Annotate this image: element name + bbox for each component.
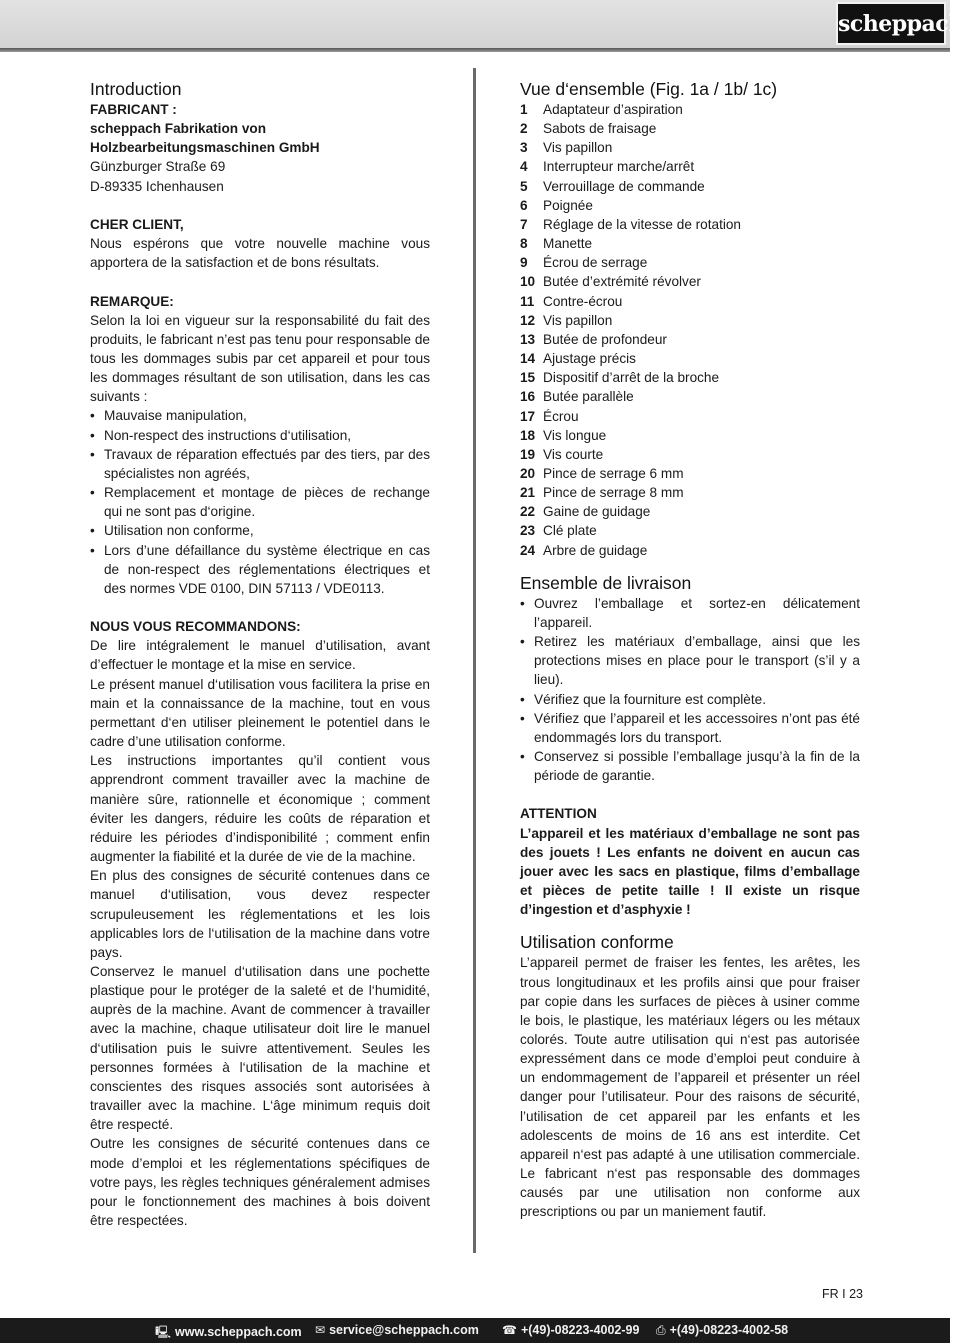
- footer-fax-text: +(49)-08223-4002-58: [669, 1323, 789, 1337]
- footer-phone: [502, 1323, 639, 1337]
- overview-item: [520, 177, 860, 196]
- overview-item-number: 12: [520, 312, 536, 328]
- overview-item-label: Contre-écrou: [543, 293, 623, 309]
- recommend-paragraph: En plus des consignes de sécurité contenues dans ce manuel d‘utilisation, vous devez respecter scrupuleusement les réglementations et les lois applicables lors de l‘utilisation de la machine dans votre pays.: [90, 868, 430, 960]
- overview-item: [520, 119, 860, 138]
- list-item: • Retirez les matériaux d’emballage, ainsi que les protections mises en place pour le transport (s’il y a lieu).: [520, 632, 860, 689]
- company-line-2: Holzbearbeitungsmaschinen GmbH: [90, 140, 320, 156]
- overview-item-number: 6: [520, 197, 528, 213]
- list-item: • Utilisation non conforme,: [90, 521, 430, 540]
- brand-logo: scheppach: [836, 2, 946, 45]
- overview-item-label: Interrupteur marche/arrêt: [543, 159, 695, 175]
- overview-item: [520, 387, 860, 406]
- address-line-1: Günzburger Straße 69: [90, 159, 226, 175]
- usage-text: L’appareil permet de fraiser les fentes, les arêtes, les trous longitudinaux et les profils ainsi que pour fraiser par copie dans les surfaces de pièces à usiner comme le bois, le plastique, les matériaux légers ou les métaux colorés. Toute autre utilisation qui n‘est pas autorisée expressément dans ce mode d’emploi peut conduire à un endommagement de l’appareil et présenter un réel danger pour l’utilisateur. Pour des raisons de sécurité, l’utilisation de cet appareil par les enfants et les adolescents de moins de 16 ans est interdite. Cet appareil n‘est pas adapté à une utilisation commerciale. Le fabricant n‘est pas responsable des dommages causés par une utilisation non conforme aux prescriptions ou par un maniement fautif.: [520, 955, 860, 1220]
- overview-item-label: Butée de profondeur: [543, 331, 667, 347]
- overview-item: [520, 157, 860, 176]
- footer-web[interactable]: [155, 1323, 302, 1344]
- footer-phone-text: +(49)-08223-4002-99: [520, 1323, 640, 1337]
- overview-item: [520, 272, 860, 291]
- overview-title: Vue d‘ensemble (Fig. 1a / 1b/ 1c): [520, 79, 778, 99]
- remarque-list: [90, 406, 430, 598]
- overview-item-label: Butée parallèle: [543, 389, 634, 405]
- remarque-text: Selon la loi en vigueur sur la responsabilité du fait des produits, le fabricant n’est pas tenu pour responsable de tous les dommages subis par cet appareil et pour tous les dommages résultant de son utilisation, dans les cas suivants :: [90, 312, 430, 405]
- laptop-icon: 🖳: [155, 1325, 172, 1339]
- overview-list: [520, 100, 860, 560]
- overview-item-label: Dispositif d’arrêt de la broche: [543, 370, 720, 386]
- overview-item-number: 3: [520, 140, 528, 156]
- list-item: • Lors d’une défaillance du système électrique en cas de non-respect des réglementations électriques et des normes VDE 0100, DIN 57113 / VDE0113.: [90, 541, 430, 598]
- attention-heading: ATTENTION: [520, 806, 597, 822]
- overview-item-number: 10: [520, 274, 536, 290]
- overview-item-number: 7: [520, 216, 528, 232]
- overview-item-number: 22: [520, 504, 536, 520]
- fabricant-label: FABRICANT :: [90, 102, 177, 117]
- overview-item-label: Gaine de guidage: [543, 504, 651, 520]
- overview-item: [520, 521, 860, 540]
- overview-item: [520, 330, 860, 349]
- overview-item-number: 2: [520, 121, 528, 137]
- recommend-paragraph: De lire intégralement le manuel d’utilisation, avant d’effectuer le montage et la mise en service.: [90, 638, 430, 673]
- fax-icon: ⎙: [656, 1323, 666, 1337]
- usage-title: Utilisation conforme: [520, 932, 674, 953]
- overview-item-number: 11: [520, 293, 535, 309]
- overview-item-number: 15: [520, 370, 536, 386]
- overview-item-label: Manette: [543, 236, 593, 252]
- list-item: • Ouvrez l’emballage et sortez-en délicatement l’appareil.: [520, 594, 860, 632]
- overview-item-label: Vis papillon: [543, 312, 613, 328]
- address-line-2: D-89335 Ichenhausen: [90, 178, 224, 194]
- overview-item-number: 18: [520, 427, 536, 443]
- overview-item-label: Verrouillage de commande: [543, 178, 705, 194]
- recommend-paragraph: Les instructions importantes qu’il contient vous apprendront comment travailler avec la machine de manière sûre, rationnelle et économique ; comment éviter les dangers, réduire les coûts de réparation et réduire les périodes d’indisponibilité ; comment enfin augmenter la fiabilité et la durée de vie de la machine.: [90, 753, 430, 865]
- delivery-title: Ensemble de livraison: [520, 572, 692, 593]
- overview-item-number: 8: [520, 236, 528, 252]
- list-item: • Conservez si possible l’emballage jusqu’à la fin de la période de garantie.: [520, 747, 860, 785]
- overview-item-label: Écrou: [543, 408, 579, 424]
- overview-item: [520, 311, 860, 330]
- top-bar-shadow: [0, 48, 950, 52]
- overview-item-label: Adaptateur d’aspiration: [543, 102, 683, 117]
- overview-item-label: Vis papillon: [543, 140, 613, 156]
- footer-fax: [656, 1323, 788, 1338]
- overview-item-number: 5: [520, 178, 528, 194]
- delivery-list: [520, 594, 860, 786]
- overview-item-number: 1: [520, 102, 528, 117]
- overview-item: [520, 426, 860, 445]
- overview-item-label: Sabots de fraisage: [543, 121, 657, 137]
- attention-text: L’appareil et les matériaux d’emballage ne sont pas des jouets ! Les enfants ne doivent en aucun cas jouer avec les sacs en plastique, films d’emballage et pièces de petite taille ! Il existe un risque d’ingestion et d’asphyxie !: [520, 825, 860, 918]
- overview-item: [520, 368, 860, 387]
- recommend-paragraph: Le présent manuel d‘utilisation vous facilitera la prise en main et la connaissance de la machine, tout en vous permettant d‘en utiliser pleinement le potentiel dans le cadre d’une utilisation conforme.: [90, 676, 430, 750]
- overview-item-number: 17: [520, 408, 536, 424]
- column-divider: [473, 68, 476, 1253]
- left-column: [90, 78, 430, 1230]
- overview-item: [520, 541, 860, 560]
- client-heading: CHER CLIENT,: [90, 216, 184, 232]
- footer-bar: [0, 1318, 950, 1343]
- overview-item: [520, 253, 860, 272]
- overview-item: [520, 100, 860, 119]
- overview-item-number: 19: [520, 446, 536, 462]
- overview-item: [520, 464, 860, 483]
- recommend-paragraph: Conservez le manuel d‘utilisation dans une pochette plastique pour le protéger de la saleté et de l‘humidité, auprès de la machine. Avant de commencer à travailler avec la machine, chaque utilisateur doit lire le manuel d‘utilisation puis le suivre attentivement. Seules les personnes formées à l‘utilisation de la machine et conscientes des risques associés sont autorisées à travailler avec la machine. L‘âge minimum requis doit être respecté.: [90, 963, 430, 1133]
- list-item: • Non-respect des instructions d‘utilisation,: [90, 426, 430, 445]
- overview-item-label: Pince de serrage 8 mm: [543, 485, 684, 501]
- overview-item-label: Arbre de guidage: [543, 542, 648, 558]
- remarque-heading: REMARQUE:: [90, 293, 174, 309]
- overview-item-label: Pince de serrage 6 mm: [543, 465, 684, 481]
- overview-item: [520, 483, 860, 502]
- overview-item-label: Ajustage précis: [543, 351, 636, 367]
- overview-item-number: 24: [520, 542, 536, 558]
- overview-item-label: Clé plate: [543, 523, 597, 539]
- list-item: • Travaux de réparation effectués par des tiers, par des spécialistes non agréés,: [90, 445, 430, 483]
- overview-item: [520, 196, 860, 215]
- overview-item-number: 4: [520, 159, 528, 175]
- overview-item: [520, 234, 860, 253]
- overview-item-label: Poignée: [543, 197, 593, 213]
- footer-web-text: www.scheppach.com: [175, 1325, 302, 1339]
- overview-item-label: Vis longue: [543, 427, 607, 443]
- list-item: • Vérifiez que l’appareil et les accessoires n’ont pas été endommagés lors du transport.: [520, 709, 860, 747]
- overview-item: [520, 138, 860, 157]
- client-text: Nous espérons que votre nouvelle machine vous apportera de la satisfaction et de bons résultats.: [90, 236, 430, 271]
- right-column: [520, 78, 860, 1222]
- overview-item: [520, 215, 860, 234]
- recommend-paragraph: Outre les consignes de sécurité contenues dans ce mode d’emploi et les réglementations spécifiques de votre pays, les règles techniques généralement admises pour le fonctionnement des machines à bois doivent être respectées.: [90, 1136, 430, 1229]
- overview-item: [520, 445, 860, 464]
- overview-item: [520, 407, 860, 426]
- overview-item-number: 13: [520, 331, 536, 347]
- phone-icon: ☎: [502, 1323, 517, 1337]
- overview-item: [520, 502, 860, 521]
- overview-item-number: 9: [520, 255, 528, 271]
- company-line-1: scheppach Fabrikation von: [90, 121, 267, 137]
- page-number: FR I 23: [822, 1287, 863, 1301]
- overview-item-label: Réglage de la vitesse de rotation: [543, 216, 741, 232]
- overview-item-number: 16: [520, 389, 536, 405]
- overview-item-number: 21: [520, 485, 536, 501]
- overview-item-label: Vis courte: [543, 446, 604, 462]
- overview-item: [520, 349, 860, 368]
- overview-item-number: 14: [520, 351, 536, 367]
- email-icon: ✉: [315, 1323, 326, 1337]
- list-item: • Remplacement et montage de pièces de rechange qui ne sont pas d‘origine.: [90, 483, 430, 521]
- intro-title: Introduction: [90, 79, 182, 99]
- list-item: • Mauvaise manipulation,: [90, 406, 430, 425]
- footer-email[interactable]: [315, 1323, 479, 1337]
- overview-item-number: 20: [520, 465, 536, 481]
- recommend-heading: NOUS VOUS RECOMMANDONS:: [90, 619, 301, 635]
- list-item: • Vérifiez que la fourniture est complète.: [520, 690, 860, 709]
- footer-email-text: service@scheppach.com: [329, 1323, 479, 1337]
- top-bar: [0, 0, 950, 50]
- overview-item: [520, 292, 860, 311]
- overview-item-label: Écrou de serrage: [543, 255, 648, 271]
- overview-item-number: 23: [520, 523, 536, 539]
- overview-item-label: Butée d’extrémité révolver: [543, 274, 701, 290]
